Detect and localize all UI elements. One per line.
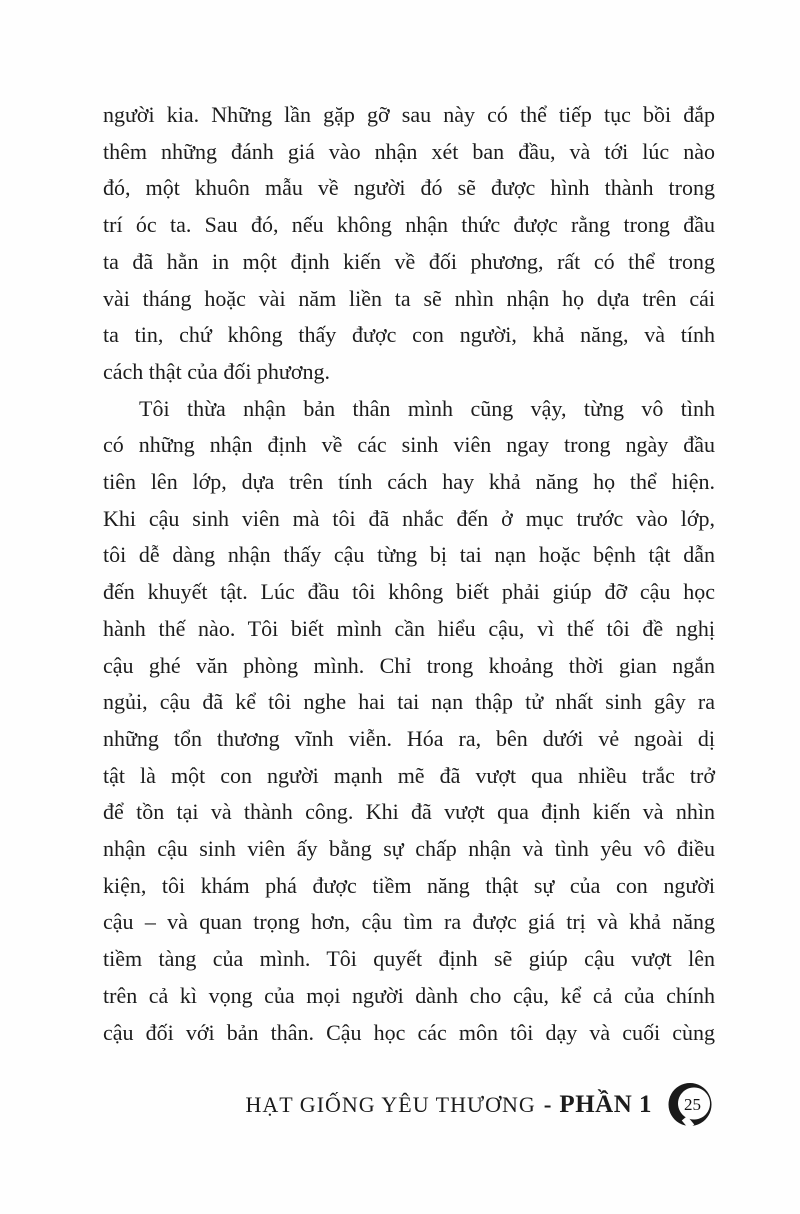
text-line: cậu ghé văn phòng mình. Chỉ trong khoảng thời gian ngắn xyxy=(103,652,715,678)
text-line: cậu đối với bản thân. Cậu học các môn tôi dạy và cuối cùng xyxy=(103,1019,715,1045)
text-line: hành thế nào. Tôi biết mình cần hiểu cậu, vì thế tôi đề nghị xyxy=(103,615,715,641)
footer-separator: - xyxy=(543,1092,552,1117)
text-line: để tồn tại và thành công. Khi đã vượt qua định kiến và nhìn xyxy=(103,799,715,825)
text-line: ta tin, chứ không thấy được con người, khả năng, và tính xyxy=(103,322,715,348)
text-line: vài tháng hoặc vài năm liền ta sẽ nhìn nhận họ dựa trên cái xyxy=(103,285,715,311)
footer-part-label: PHẦN 1 xyxy=(559,1091,652,1118)
page-footer xyxy=(245,1080,714,1130)
text-line: Khi cậu sinh viên mà tôi đã nhắc đến ở mục trước vào lớp, xyxy=(103,505,715,531)
paragraph xyxy=(103,391,715,1052)
paragraph xyxy=(103,97,715,391)
text-line: đến khuyết tật. Lúc đầu tôi không biết phải giúp đỡ cậu học xyxy=(103,579,715,605)
text-line: người kia. Những lần gặp gỡ sau này có thể tiếp tục bồi đắp xyxy=(103,102,715,127)
text-line: kiện, tôi khám phá được tiềm năng thật sự của con người xyxy=(103,872,715,898)
text-line: Tôi thừa nhận bản thân mình cũng vậy, từng vô tình xyxy=(139,395,715,421)
page-number: 25 xyxy=(684,1095,701,1114)
text-line: tật là một con người mạnh mẽ đã vượt qua nhiều trắc trở xyxy=(103,762,715,788)
text-line: ngủi, cậu đã kể tôi nghe hai tai nạn thập tử nhất sinh gây ra xyxy=(103,689,715,715)
text-line: những tổn thương vĩnh viễn. Hóa ra, bên dưới vẻ ngoài dị xyxy=(103,725,715,751)
text-line: nhận cậu sinh viên ấy bằng sự chấp nhận và tình yêu vô điều xyxy=(103,836,715,862)
text-line: tôi dễ dàng nhận thấy cậu từng bị tai nạn hoặc bệnh tật dẫn xyxy=(103,542,715,568)
text-line: ta đã hằn in một định kiến về đối phương, rất có thể trong xyxy=(103,248,715,274)
text-line: trí óc ta. Sau đó, nếu không nhận thức được rằng trong đầu xyxy=(103,212,715,238)
text-line: tiềm tàng của mình. Tôi quyết định sẽ giúp cậu vượt lên xyxy=(103,946,715,972)
text-line: tiên lên lớp, dựa trên tính cách hay khả năng họ thể hiện. xyxy=(103,469,715,495)
text-line: có những nhận định về các sinh viên ngay trong ngày đầu xyxy=(103,432,715,458)
text-line: cách thật của đối phương. xyxy=(103,358,330,384)
text-line: cậu – và quan trọng hơn, cậu tìm ra được giá trị và khả năng xyxy=(103,909,715,935)
text-block xyxy=(103,97,715,1051)
footer-book-title: HẠT GIỐNG YÊU THƯƠNG xyxy=(245,1092,536,1117)
text-line: thêm những đánh giá vào nhận xét ban đầu, và tới lúc nào xyxy=(103,138,715,164)
page-number-badge xyxy=(668,1082,714,1128)
text-line: đó, một khuôn mẫu về người đó sẽ được hình thành trong xyxy=(103,175,715,201)
text-line: trên cả kì vọng của mọi người dành cho cậu, kể cả của chính xyxy=(103,982,715,1008)
